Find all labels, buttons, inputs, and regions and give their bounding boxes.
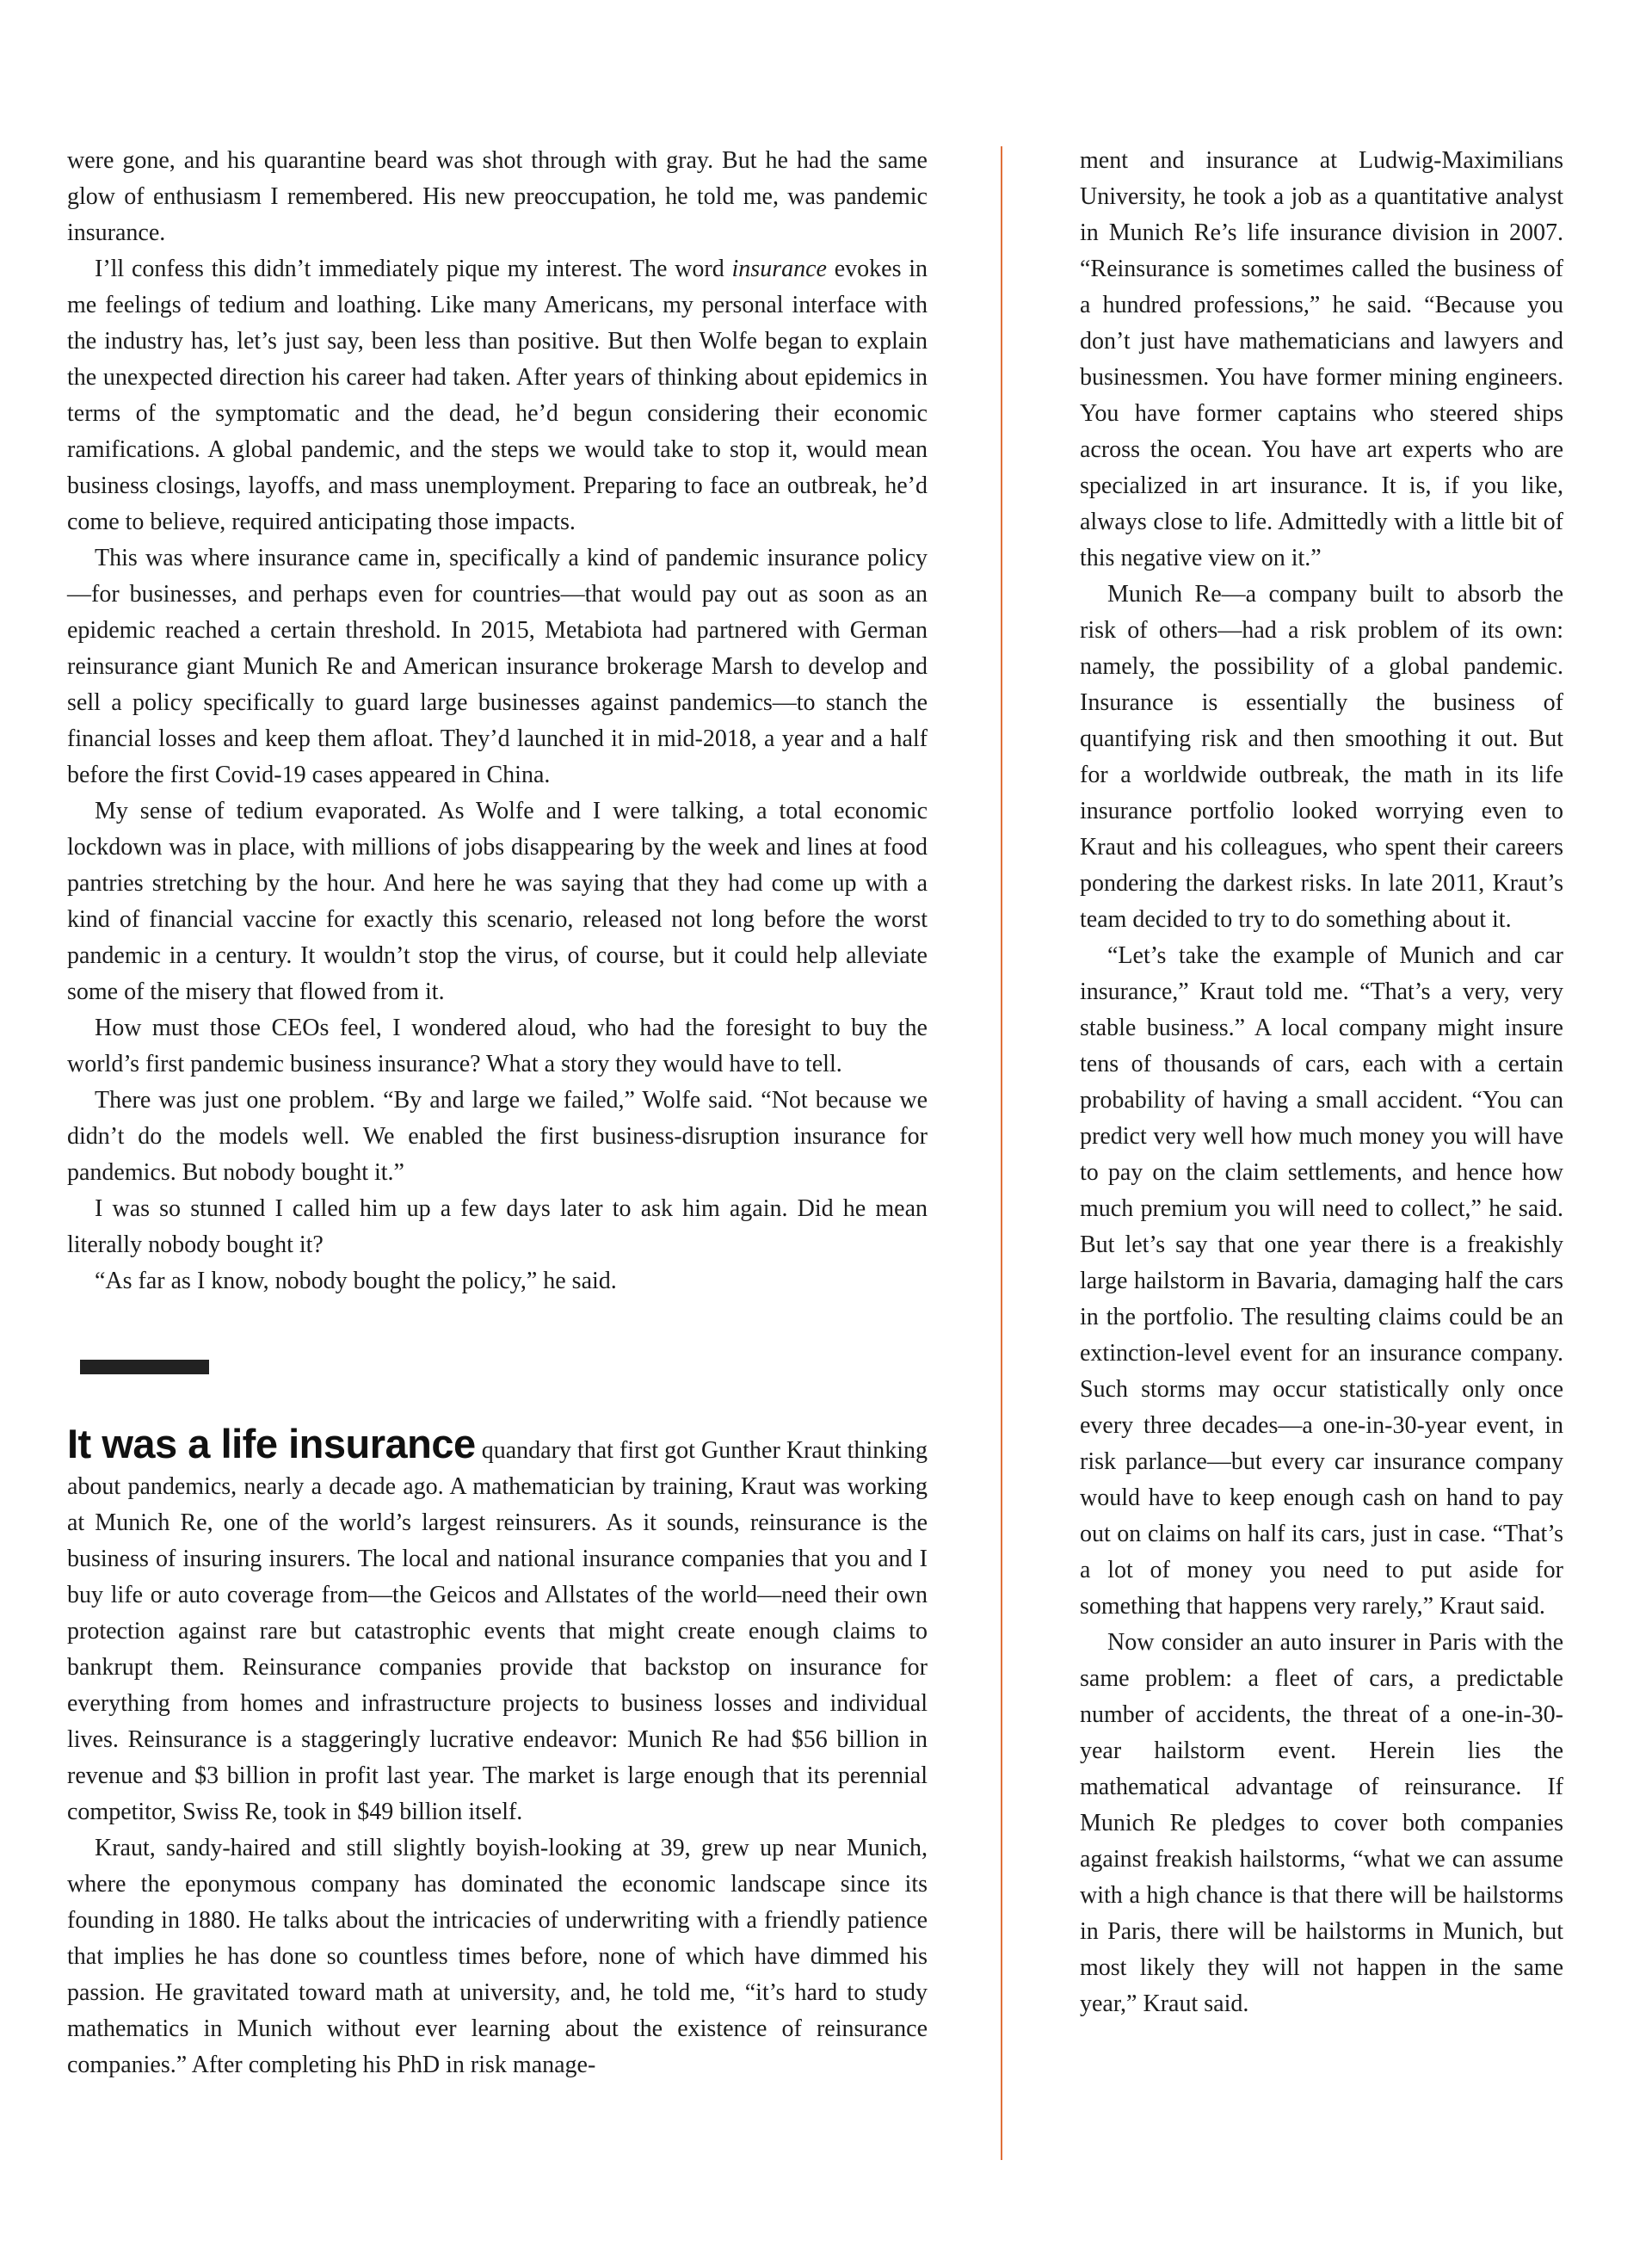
body-paragraph: My sense of tedium evaporated. As Wolfe and I were talking, a total economic lockdown was in place, with millions of jobs disappearing by the week and lines at food pantries stretching by the hour. And here he was saying that they had come up with a kind of financial vaccine for exactly this scenario, released not long before the worst pandemic in a century. It wouldn’t stop the virus, of course, but it could help alleviate some of the misery that flowed from it.	[67, 798, 928, 1005]
body-paragraph: “Let’s take the example of Munich and car insurance,” Kraut told me. “That’s a very, very stable business.” A local company might insure tens of thousands of cars, each with a certain probability of having a small accident. “You can predict very well how much money you will have to pay on the claim settlements, and hence how much premium you will need to collect,” he said. But let’s say that one year there is a freakishly large hailstorm in Bavaria, damaging half the cars in the portfolio. The resulting claims could be an extinction-level event for an insurance company. Such storms may occur statistically only once every three decades—a one-in-30-year event, in risk parlance—but every car insurance company would have to keep enough cash on hand to pay out on claims on half its cars, just in case. “That’s a lot of money you need to put aside for something that happens very rarely,” Kraut said.	[1080, 942, 1563, 1620]
body-paragraph	[67, 251, 928, 540]
section-lead-in: It was a life insurance	[67, 1421, 476, 1466]
section-spacer	[67, 1374, 928, 1426]
body-paragraph: This was where insurance came in, specifically a kind of pandemic insurance policy—for businesses, and perhaps even for countries—that would pay out as soon as an epidemic reached a certain threshold. In 2015, Metabiota had partnered with German reinsurance giant Munich Re and American insurance brokerage Marsh to develop and sell a policy specifically to guard large businesses against pandemics—to stanch the financial losses and keep them afloat. They’d launched it in mid-2018, a year and a half before the first Covid-19 cases appeared in China.	[67, 545, 928, 788]
left-column	[67, 143, 928, 2083]
body-paragraph: There was just one problem. “By and large we failed,” Wolfe said. “Not because we didn’t do the models well. We enabled the first business-disruption insurance for pandemics. But nobody bought it.”	[67, 1087, 928, 1186]
body-paragraph: Kraut, sandy-haired and still slightly boyish-looking at 39, grew up near Munich, where the eponymous company has dominated the economic landscape since its founding in 1880. He talks about the intricacies of underwriting with a friendly patience that implies he has done so countless times before, none of which have dimmed his passion. He gravitated toward math at university, and, he told me, “it’s hard to study mathematics in Munich without ever learning about the existence of reinsurance companies.” After completing his PhD in risk manage-	[67, 1835, 928, 2078]
body-paragraph: were gone, and his quarantine beard was shot through with gray. But he had the same glow of enthusiasm I remembered. His new preoccupation, he told me, was pandemic insurance.	[67, 147, 928, 246]
right-column	[1080, 143, 1563, 2022]
body-paragraph: ment and insurance at Ludwig-Maximilians University, he took a job as a quantitative analyst in Munich Re’s life insurance division in 2007. “Reinsurance is sometimes called the business of a hundred professions,” he said. “Because you don’t just have mathematicians and lawyers and businessmen. You have former mining engineers. You have former captains who steered ships across the ocean. You have art experts who are specialized in art insurance. It is, if you like, always close to life. Admittedly with a little bit of this negative view on it.”	[1080, 147, 1563, 571]
body-paragraph: “As far as I know, nobody bought the policy,” he said.	[95, 1268, 617, 1294]
emphasis-text: insurance	[731, 256, 827, 282]
section-divider-bar	[80, 1360, 209, 1374]
body-paragraph: Munich Re—a company built to absorb the risk of others—had a risk problem of its own: namely, the possibility of a global pandemic. Insurance is essentially the business of quantifying risk and then smoothing it out. But for a worldwide outbreak, the math in its life insurance portfolio looked worrying even to Kraut and his colleagues, who spent their careers pondering the darkest risks. In late 2011, Kraut’s team decided to try to do something about it.	[1080, 581, 1563, 933]
body-text: I’ll confess this didn’t immediately pique my interest. The word	[95, 256, 732, 282]
body-paragraph: How must those CEOs feel, I wondered aloud, who had the foresight to buy the world’s first pandemic business insurance? What a story they would have to tell.	[67, 1015, 928, 1077]
column-divider-rule	[1001, 146, 1002, 2160]
body-text: evokes in me feelings of tedium and loathing. Like many Americans, my personal interface with the industry has, let’s just say, been less than positive. But then Wolfe began to explain the unexpected direction his career had taken. After years of thinking about epidemics in terms of the symptomatic and the dead, he’d begun considering their economic ramifications. A global pandemic, and the steps we would take to stop it, would mean business closings, layoffs, and mass unemployment. Preparing to face an outbreak, he’d come to believe, required anticipating those impacts.	[67, 256, 928, 535]
body-text: quandary that first got Gunther Kraut thinking about pandemics, nearly a decade ago. A mathematician by training, Kraut was working at Munich Re, one of the world’s largest reinsurers. As it sounds, reinsurance is the business of insuring insurers. The local and national insurance companies that you and I buy life or auto coverage from—the Geicos and Allstates of the world—need their own protection against rare but catastrophic events that might create enough claims to bankrupt them. Reinsurance companies provide that backstop on insurance for everything from homes and infrastructure projects to business losses and individual lives. Reinsurance is a staggeringly lucrative endeavor: Munich Re had $56 billion in revenue and $3 billion in profit last year. The market is large enough that its perennial competitor, Swiss Re, took in $49 billion itself.	[67, 1437, 928, 1825]
body-paragraph: I was so stunned I called him up a few days later to ask him again. Did he mean literally nobody bought it?	[67, 1195, 928, 1258]
body-paragraph: Now consider an auto insurer in Paris with the same problem: a fleet of cars, a predictable number of accidents, the threat of a one-in-30-year hailstorm event. Herein lies the mathematical advantage of reinsurance. If Munich Re pledges to cover both companies against freakish hailstorms, “what we can assume with a high chance is that there will be hailstorms in Paris, there will be hailstorms in Munich, but most likely they will not happen in the same year,” Kraut said.	[1080, 1629, 1563, 2017]
section-spacer	[67, 1299, 928, 1360]
section-lead-paragraph	[67, 1421, 928, 1830]
